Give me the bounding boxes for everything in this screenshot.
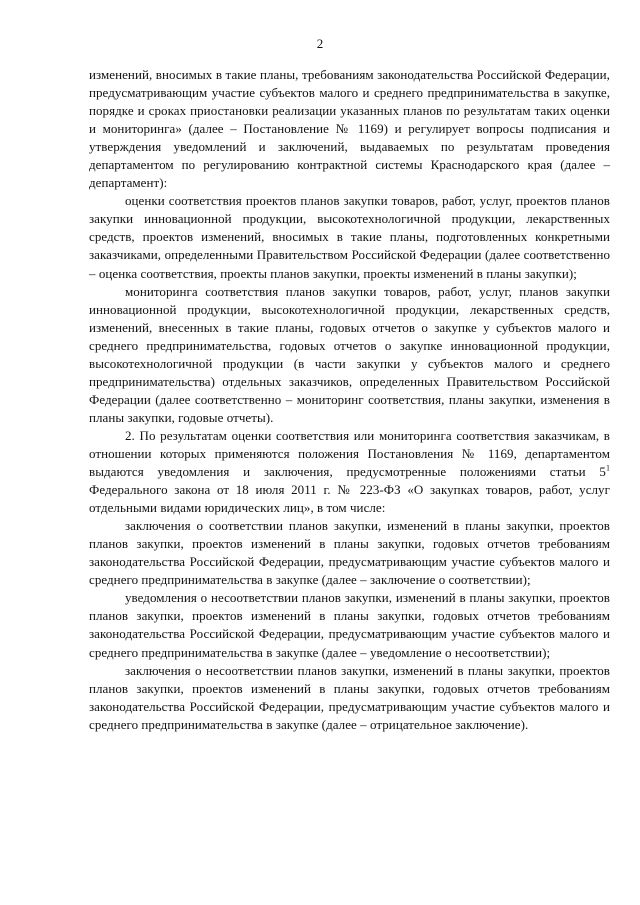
article-superscript: 1 [605, 463, 610, 473]
paragraph-monitoring: мониторинга соответствия планов закупки товаров, работ, услуг, планов закупки инновационной продукции, высокотехнологичной продукции, лекарственных средств, изменений, внесенных в такие планы, годовых отчетов о закупке у субъектов малого и среднего предпринимательства, годовых отчетов о закупке инновационной продукции, высокотехнологичной продукции (в части закупки у субъектов малого и среднего предпринимательства) отдельных заказчиков, определенных Правительством Российской Федерации (далее соответственно – мониторинг соответствия, планы закупки, изменения в планы закупки, годовые отчеты). [89, 283, 610, 425]
paragraph-conformity-conclusion: заключения о соответствии планов закупки, изменений в планы закупки, проектов планов закупки, проектов изменений в планы закупки, годовых отчетов требованиям законодательства Российской Федерации, предусматривающим участие субъектов малого и среднего предпринимательства в закупке (далее – заключение о соответствии); [89, 518, 610, 588]
paragraph-assessment: оценки соответствия проектов планов закупки товаров, работ, услуг, проектов планов закупки инновационной продукции, высокотехнологичной продукции, лекарственных средств, проектов изменений, вносимых в такие планы, подготовленных конкретными заказчиками, определенными Правительством Российской Федерации (далее соответственно – оценка соответствия, проекты планов закупки, проекты изменений в планы закупки); [89, 193, 610, 281]
item-2-text-start: 2. По результатам оценки соответствия или мониторинга соответствия заказчикам, в отношении которых применяются положения Постановления № 1169, департаментом выдаются уведомления и заключения, предусмотренные положениями статьи 5 [89, 427, 610, 480]
page-number: 2 [316, 36, 324, 51]
document-body [89, 66, 610, 734]
item-2-text-end: Федерального закона от 18 июля 2011 г. № 223-ФЗ «О закупках товаров, работ, услуг отдельными видами юридических лиц», в том числе: [89, 482, 610, 516]
paragraph-intro: изменений, вносимых в такие планы, требованиям законодательства Российской Федерации, предусматривающим участие субъектов малого и среднего предпринимательства в закупке, порядке и сроках приостановки реализации указанных планов по результатам таких оценки и мониторинга» (далее – Постановление № 1169) и регулирует вопросы подписания и утверждения уведомлений и заключений, выдаваемых по результатам проведения департаментом по регулированию контрактной системы Краснодарского края (далее – департамент): [89, 67, 610, 191]
paragraph-item-2 [89, 427, 610, 517]
paragraph-negative-conclusion: заключения о несоответствии планов закупки, изменений в планы закупки, проектов планов закупки, проектов изменений в планы закупки, годовых отчетов требованиям законодательства Российской Федерации, предусматривающим участие субъектов малого и среднего предпринимательства в закупке (далее – отрицательное заключение). [89, 662, 610, 732]
paragraph-nonconformity-notice: уведомления о несоответствии планов закупки, изменений в планы закупки, проектов планов закупки, проектов изменений в планы закупки, годовых отчетов требованиям законодательства Российской Федерации, предусматривающим участие субъектов малого и среднего предпринимательства в закупке (далее – уведомление о несоответствии); [89, 590, 610, 660]
